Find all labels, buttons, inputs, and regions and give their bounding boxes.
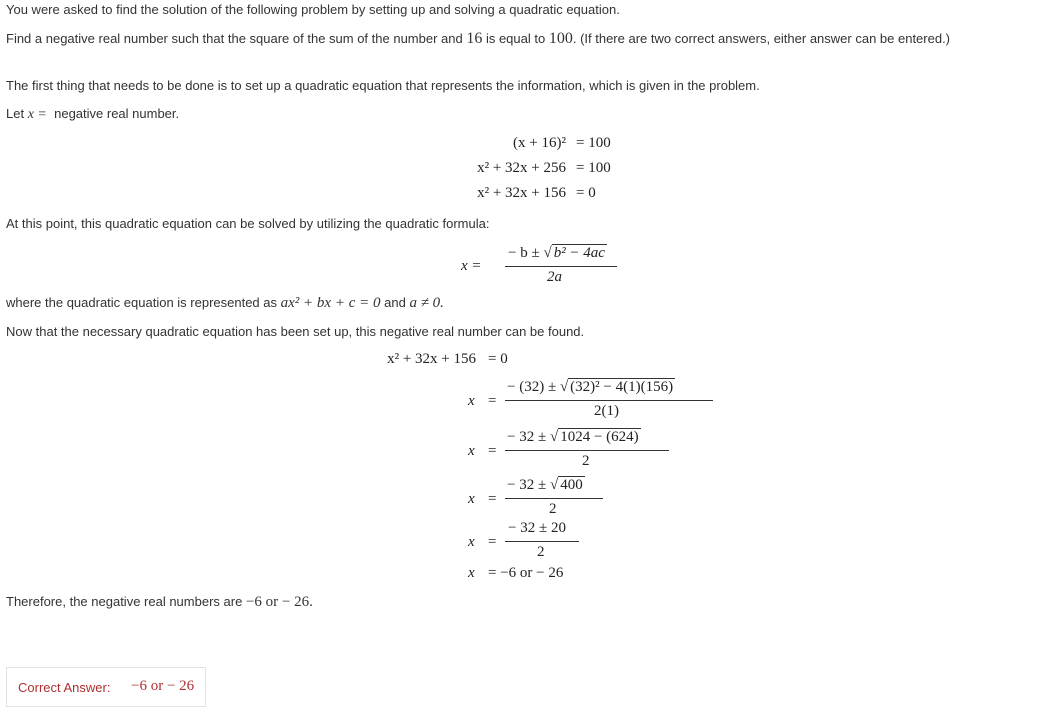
- therefore-text: Therefore, the negative real numbers are: [6, 594, 243, 609]
- statement-number-100: 100: [548, 30, 573, 47]
- sqrt-icon: √: [549, 429, 559, 445]
- step4-x: x: [468, 534, 475, 550]
- step0-right: = 0: [488, 351, 508, 367]
- step5-x: x: [468, 565, 475, 581]
- formula-lhs: x =: [461, 258, 482, 274]
- step1-denominator: 2(1): [594, 403, 619, 419]
- where-text: where the quadratic equation is represented as: [6, 295, 278, 310]
- step2-denominator: 2: [582, 453, 590, 469]
- statement-part-b: is equal to: [482, 31, 549, 46]
- step2-radicand: 1024 − (624): [560, 429, 639, 445]
- where-line: [6, 295, 444, 312]
- eq1-left: (x + 16)²: [513, 135, 566, 151]
- step2-equals: =: [488, 443, 497, 459]
- formula-numerator: [508, 244, 607, 262]
- formula-fraction-line: [505, 266, 617, 267]
- step3-denominator: 2: [549, 501, 557, 517]
- eq2-right: = 100: [576, 160, 611, 176]
- correct-answer-box: [6, 667, 206, 707]
- step2-x: x: [468, 443, 475, 459]
- sqrt-icon: √: [549, 477, 559, 493]
- step3-x: x: [468, 491, 475, 507]
- step3-equals: =: [488, 491, 497, 507]
- correct-answer-value: −6 or − 26: [131, 678, 195, 694]
- let-line: [6, 106, 179, 123]
- step3-num-a: − 32 ±: [507, 477, 547, 493]
- step2-fraction-line: [505, 450, 669, 451]
- step3-fraction-line: [505, 498, 603, 499]
- sqrt-icon: √: [559, 379, 569, 395]
- formula-denominator: 2a: [547, 269, 562, 285]
- therefore-value: −6 or − 26.: [245, 594, 313, 610]
- statement-number-16: 16: [466, 30, 483, 47]
- correct-answer-label: Correct Answer:: [18, 680, 111, 695]
- eq3-right: = 0: [576, 185, 596, 201]
- where-condition: a ≠ 0.: [409, 295, 444, 311]
- eq1-right: = 100: [576, 135, 611, 151]
- formula-num-a: − b ±: [508, 245, 540, 261]
- eq3-left: x² + 32x + 156: [477, 185, 566, 201]
- setup-text: The first thing that needs to be done is to set up a quadratic equation that represents the information, which is given in the problem.: [6, 78, 760, 93]
- let-description: negative real number.: [54, 106, 180, 121]
- sqrt-icon: √: [543, 245, 552, 261]
- statement-part-a: Find a negative real number such that the square of the sum of the number and: [6, 31, 467, 46]
- step2-num-a: − 32 ±: [507, 429, 547, 445]
- eq2-left: x² + 32x + 256: [477, 160, 566, 176]
- step1-x: x: [468, 393, 475, 409]
- step4-fraction-line: [505, 541, 579, 542]
- step2-numerator: [507, 428, 641, 446]
- step1-num-a: − (32) ±: [507, 379, 557, 395]
- step4-denominator: 2: [537, 544, 545, 560]
- formula-num-radicand: b² − 4ac: [553, 245, 605, 261]
- where-equation: ax² + bx + c = 0: [280, 295, 381, 311]
- step1-radicand: (32)² − 4(1)(156): [570, 379, 674, 395]
- let-word: Let: [6, 106, 25, 121]
- step4-equals: =: [488, 534, 497, 550]
- where-and: and: [384, 295, 406, 310]
- step1-numerator: [507, 378, 675, 396]
- step1-fraction-line: [505, 400, 713, 401]
- now-text: Now that the necessary quadratic equation has been set up, this negative real number can be found.: [6, 324, 585, 339]
- step0-left: x² + 32x + 156: [387, 351, 476, 367]
- step1-equals: =: [488, 393, 497, 409]
- step3-numerator: [507, 476, 585, 494]
- therefore-line: [6, 594, 313, 611]
- problem-intro: You were asked to find the solution of the following problem by setting up and solving a quadratic equation.: [6, 2, 620, 17]
- problem-statement: [6, 30, 950, 48]
- formula-intro: At this point, this quadratic equation can be solved by utilizing the quadratic formula:: [6, 216, 490, 231]
- step4-numerator: − 32 ± 20: [508, 520, 566, 536]
- step5-result: = −6 or − 26: [488, 565, 564, 581]
- let-variable: x =: [27, 107, 47, 122]
- statement-part-c: . (If there are two correct answers, either answer can be entered.): [572, 31, 951, 46]
- step3-radicand: 400: [560, 477, 583, 493]
